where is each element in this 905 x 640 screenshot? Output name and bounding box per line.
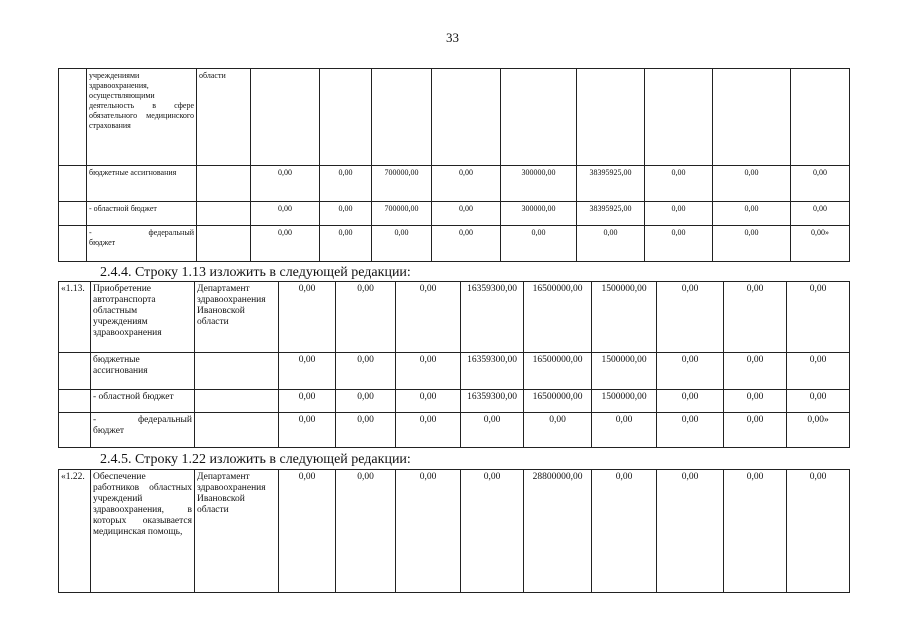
cell-value: 0,00 xyxy=(396,353,461,390)
cell-value: 0,00 xyxy=(724,353,787,390)
table-row xyxy=(59,69,850,166)
cell-value: 0,00 xyxy=(279,413,336,448)
cell-value: 0,00» xyxy=(787,413,850,448)
cell-value: 0,00 xyxy=(279,470,336,593)
cell-value: 0,00 xyxy=(724,390,787,413)
table-row xyxy=(59,413,850,448)
cell-value: 0,00 xyxy=(787,470,850,593)
cell-value: 0,00 xyxy=(657,390,724,413)
cell-value: 0,00 xyxy=(336,282,396,353)
cell-value: 0,00 xyxy=(336,390,396,413)
cell-value: 0,00 xyxy=(336,413,396,448)
cell-value: 0,00 xyxy=(724,413,787,448)
cell-name: Обеспечение работников областных учреждений здравоохранения, в которых оказывается медицинская помощь, xyxy=(91,470,195,593)
cell-value: 700000,00 xyxy=(372,202,432,226)
cell-value: 0,00 xyxy=(787,353,850,390)
cell-value: 0,00 xyxy=(320,166,372,202)
cell-value: 1500000,00 xyxy=(592,390,657,413)
cell-label: - областной бюджет xyxy=(87,202,197,226)
cell-value: 0,00 xyxy=(396,413,461,448)
cell-label: бюджетные ассигнования xyxy=(87,166,197,202)
table-a xyxy=(58,68,850,262)
cell-value: 0,00 xyxy=(251,226,320,262)
cell-value: 0,00» xyxy=(791,226,850,262)
cell-name: Приобретение автотранспорта областным учреждениям здравоохранения xyxy=(91,282,195,353)
table-c xyxy=(58,469,850,593)
cell-value: 16359300,00 xyxy=(461,282,524,353)
cell-value: 0,00 xyxy=(336,470,396,593)
cell-value: 0,00 xyxy=(645,166,713,202)
table-row xyxy=(59,282,850,353)
table-row xyxy=(59,202,850,226)
cell-executor: Департамент здравоохранения Ивановской области xyxy=(195,282,279,353)
cell-value: 0,00 xyxy=(432,202,501,226)
cell-value: 0,00 xyxy=(336,353,396,390)
cell-value: 0,00 xyxy=(657,413,724,448)
cell-value: 0,00 xyxy=(396,282,461,353)
table-b xyxy=(58,281,850,448)
cell-value: 0,00 xyxy=(279,282,336,353)
cell-label: бюджетные ассигнования xyxy=(91,353,195,390)
cell-value: 16500000,00 xyxy=(524,282,592,353)
cell-value: 0,00 xyxy=(320,202,372,226)
cell-executor: области xyxy=(197,69,251,166)
cell-value: 0,00 xyxy=(432,166,501,202)
cell-value: 38395925,00 xyxy=(577,202,645,226)
cell-value: 0,00 xyxy=(251,166,320,202)
cell-executor: Департамент здравоохранения Ивановской области xyxy=(195,470,279,593)
table-row xyxy=(59,470,850,593)
cell-value: 0,00 xyxy=(724,282,787,353)
cell-value: 700000,00 xyxy=(372,166,432,202)
cell-value: 0,00 xyxy=(461,413,524,448)
cell-value: 1500000,00 xyxy=(592,353,657,390)
cell-value: 0,00 xyxy=(787,390,850,413)
cell-value: 0,00 xyxy=(501,226,577,262)
section-heading-1-13: 2.4.4. Строку 1.13 изложить в следующей редакции: xyxy=(100,265,411,280)
cell-value: 38395925,00 xyxy=(577,166,645,202)
cell-value: 0,00 xyxy=(396,390,461,413)
table-row xyxy=(59,353,850,390)
cell-value: 16359300,00 xyxy=(461,390,524,413)
cell-value: 0,00 xyxy=(657,282,724,353)
cell-value: 0,00 xyxy=(432,226,501,262)
cell-value: 0,00 xyxy=(279,390,336,413)
cell-value: 0,00 xyxy=(396,470,461,593)
cell-value: 0,00 xyxy=(791,202,850,226)
cell-row-number: «1.22. xyxy=(59,470,91,593)
cell-value: 1500000,00 xyxy=(592,282,657,353)
cell-label: - областной бюджет xyxy=(91,390,195,413)
cell-value: 28800000,00 xyxy=(524,470,592,593)
cell-value: 0,00 xyxy=(645,226,713,262)
cell-row-number: «1.13. xyxy=(59,282,91,353)
cell-value: 0,00 xyxy=(592,470,657,593)
cell-value: 300000,00 xyxy=(501,166,577,202)
table-row xyxy=(59,390,850,413)
cell-value: 0,00 xyxy=(592,413,657,448)
cell-value: 0,00 xyxy=(657,470,724,593)
cell-value: 0,00 xyxy=(577,226,645,262)
table-row xyxy=(59,166,850,202)
cell-value: 0,00 xyxy=(713,202,791,226)
cell-label: - федеральный бюджет xyxy=(91,413,195,448)
section-heading-1-22: 2.4.5. Строку 1.22 изложить в следующей редакции: xyxy=(100,452,411,467)
cell-value: 0,00 xyxy=(724,470,787,593)
cell-value: 0,00 xyxy=(787,282,850,353)
cell-value: 0,00 xyxy=(279,353,336,390)
cell-value: 0,00 xyxy=(524,413,592,448)
cell-name: учреждениями здравоохранения, осуществляющими деятельность в сфере обязательного медицинского страхования xyxy=(87,69,197,166)
cell-value: 16500000,00 xyxy=(524,390,592,413)
cell-label: - федеральный бюджет xyxy=(87,226,197,262)
cell-value: 0,00 xyxy=(372,226,432,262)
cell-value: 16359300,00 xyxy=(461,353,524,390)
cell-value: 0,00 xyxy=(461,470,524,593)
cell-value: 16500000,00 xyxy=(524,353,592,390)
cell-value: 0,00 xyxy=(320,226,372,262)
cell-value: 300000,00 xyxy=(501,202,577,226)
cell-value: 0,00 xyxy=(657,353,724,390)
cell-value: 0,00 xyxy=(251,202,320,226)
cell-value: 0,00 xyxy=(791,166,850,202)
cell-value: 0,00 xyxy=(645,202,713,226)
cell-value: 0,00 xyxy=(713,166,791,202)
page-number: 33 xyxy=(446,30,459,45)
table-row xyxy=(59,226,850,262)
cell-value: 0,00 xyxy=(713,226,791,262)
